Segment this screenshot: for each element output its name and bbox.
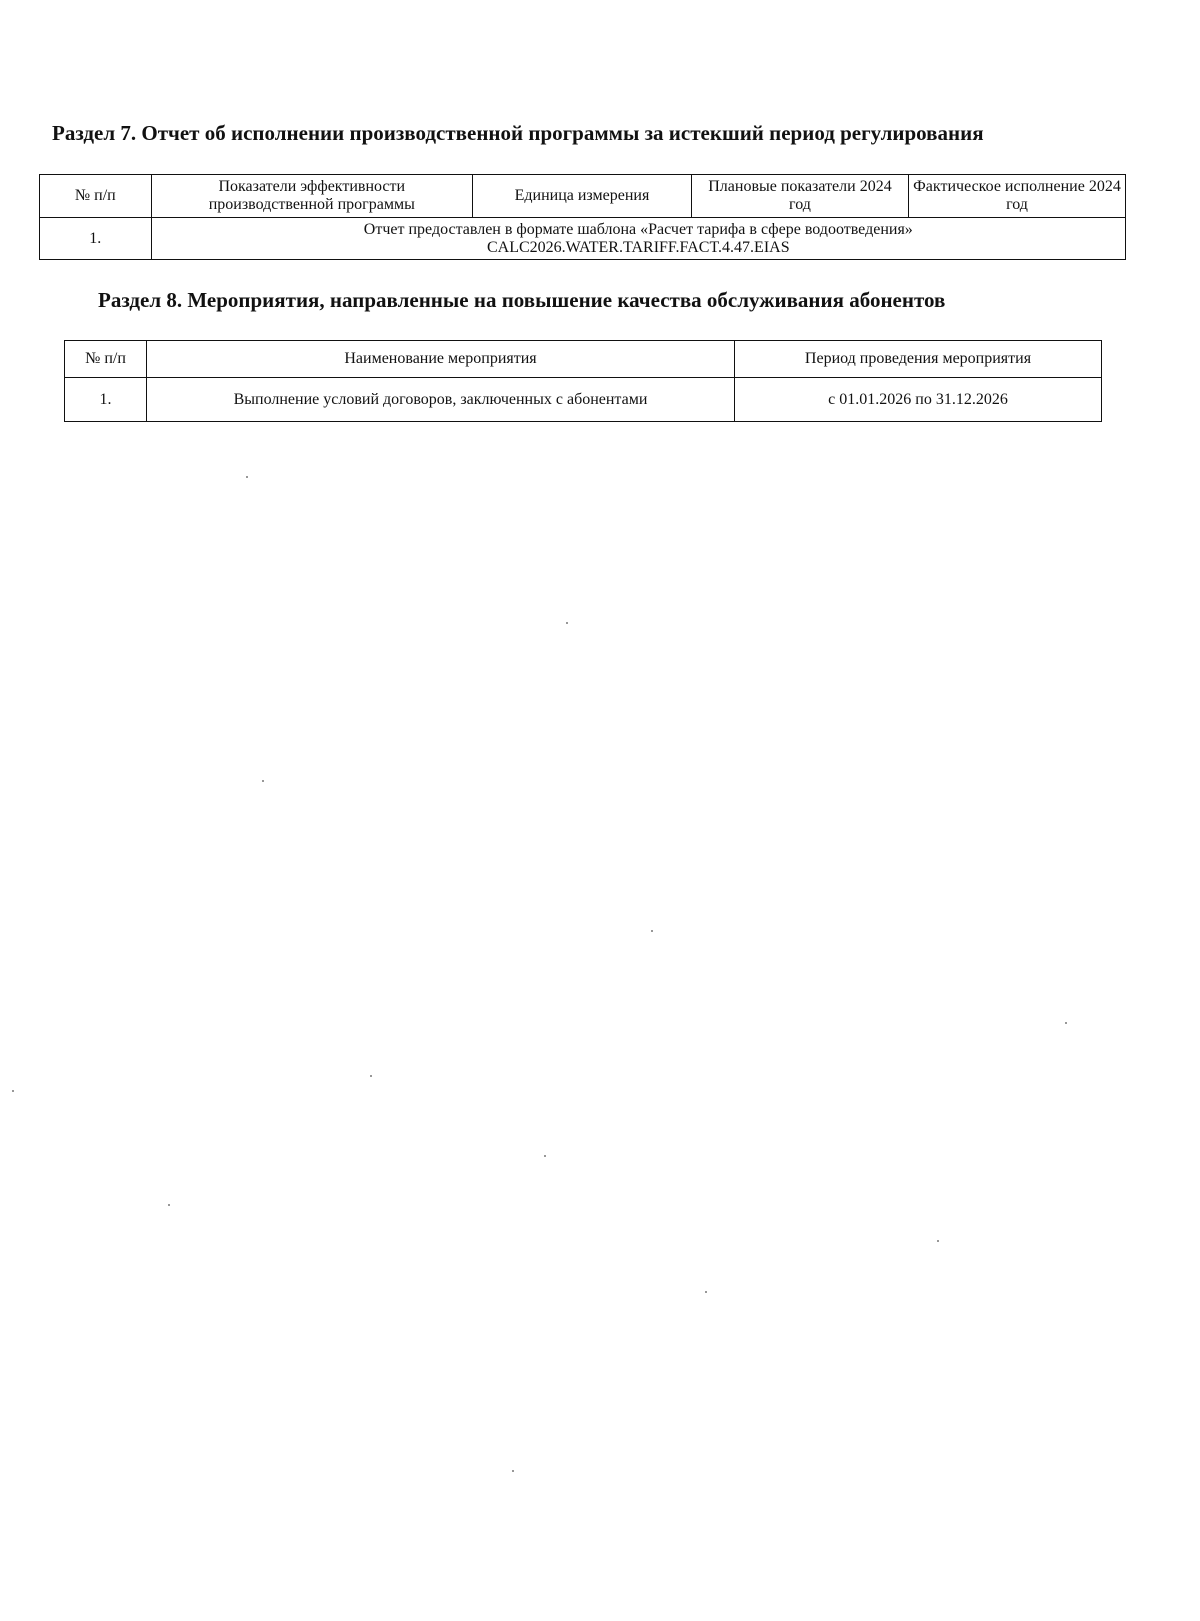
section-8-title: Раздел 8. Мероприятия, направленные на повышение качества обслуживания абонентов (98, 288, 946, 312)
section-7-title: Раздел 7. Отчет об исполнении производственной программы за истекший период регулирования (52, 121, 984, 145)
section-7-table (39, 174, 1126, 260)
header-indicators: Показатели эффективности производственной программы (151, 175, 472, 218)
row-num: 1. (65, 378, 147, 422)
section-8-table (64, 340, 1102, 422)
scan-speck (512, 1470, 514, 1472)
table-header-row (40, 175, 1126, 218)
scan-speck (705, 1291, 707, 1293)
header-num: № п/п (40, 175, 152, 218)
row-period: с 01.01.2026 по 31.12.2026 (735, 378, 1102, 422)
scan-speck (370, 1075, 372, 1077)
table-row (65, 378, 1102, 422)
scan-speck (12, 1090, 14, 1092)
scan-speck (937, 1240, 939, 1242)
scan-speck (168, 1204, 170, 1206)
report-note-line-1: Отчет предоставлен в формате шаблона «Расчет тарифа в сфере водоотведения» (363, 220, 913, 238)
scan-speck (1065, 1022, 1067, 1024)
scan-speck (651, 930, 653, 932)
header-num: № п/п (65, 341, 147, 378)
header-planned: Плановые показатели 2024 год (691, 175, 908, 218)
scan-speck (544, 1155, 546, 1157)
report-note-line-2: CALC2026.WATER.TARIFF.FACT.4.47.EIAS (486, 238, 790, 256)
header-name: Наименование мероприятия (147, 341, 735, 378)
row-report-note (151, 218, 1125, 260)
row-activity-name: Выполнение условий договоров, заключенных с абонентами (147, 378, 735, 422)
scan-speck (566, 622, 568, 624)
table-header-row (65, 341, 1102, 378)
header-period: Период проведения мероприятия (735, 341, 1102, 378)
row-num: 1. (40, 218, 152, 260)
scan-speck (262, 780, 264, 782)
header-actual: Фактическое исполнение 2024 год (908, 175, 1125, 218)
header-unit: Единица измерения (472, 175, 691, 218)
scan-speck (246, 476, 248, 478)
table-row (40, 218, 1126, 260)
